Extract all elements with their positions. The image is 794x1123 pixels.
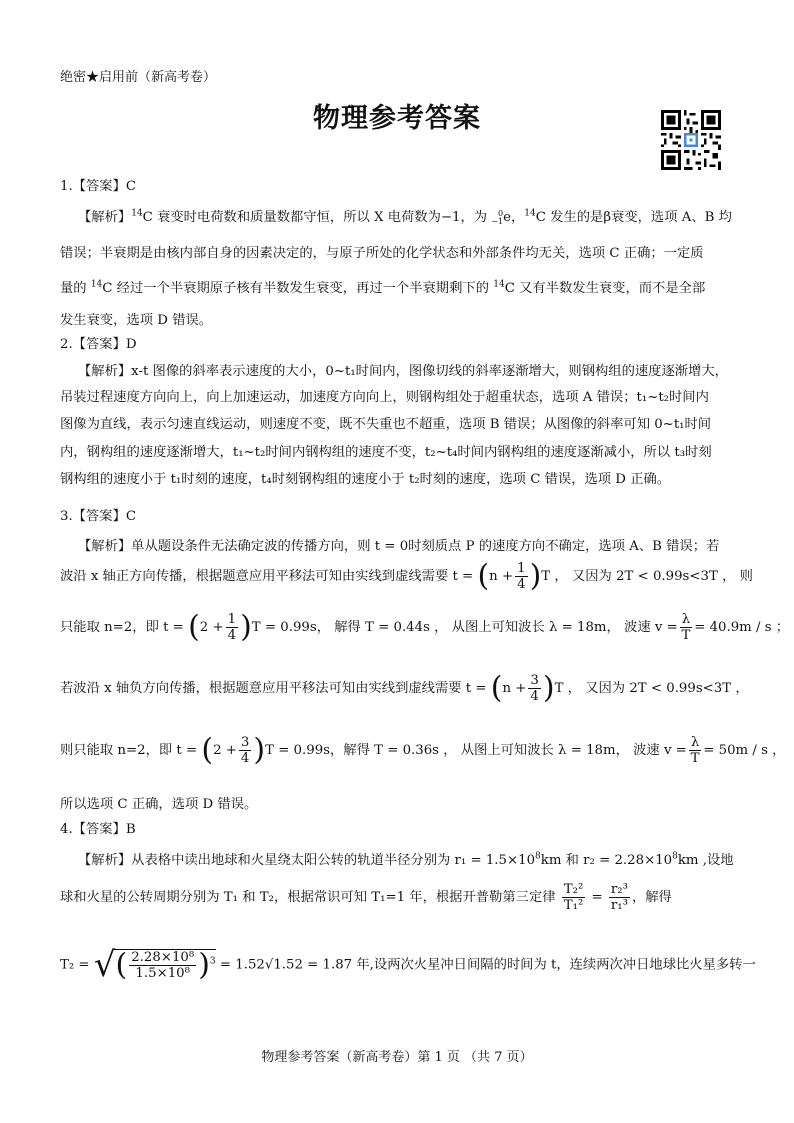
- q1-answer: 1.【答案】C: [60, 179, 137, 194]
- q2-explanation-line-1: 【解析】x-t 图像的斜率表示速度的大小，0~t₁时间内，图像切线的斜率逐渐增大，则钢构组的速度逐渐增大，: [78, 364, 728, 379]
- qr-code-icon: [661, 110, 721, 170]
- q4-explanation-line-2: 球和火星的公转周期分别为 T₁ 和 T₂，根据常识可知 T₁=1 年，根据开普勒第三定律 $\frac{\text{T₂²}}{\text{T₁²}}$ = $\frac{\text{r₂³}}{\text{r₁³}}$ ，解得: [60, 882, 672, 913]
- q3-explanation-line-4: 若波沿 x 轴负方向传播，根据题意应用平移法可知由实线到虚线需要 t = (n + $\frac{3}{4}$ )T ， 又因为 2T < 0.99s<3T ，: [60, 670, 749, 706]
- q4-explanation-line-1: 【解析】从表格中读出地球和火星绕太阳公转的轨道半径分别为 $r_1 = 1.5\times 10^8km$ 和 $r_2 = 2.28\times 10^8km$ ,设地: [78, 851, 734, 868]
- q3-explanation-line-6: 所以选项 C 正确，选项 D 错误。: [60, 797, 258, 812]
- confidential-label: 绝密★启用前（新高考卷）: [60, 70, 217, 85]
- q1-explanation-line-2: 错误；半衰期是由核内部自身的因素决定的，与原子所处的化学状态和外部条件均无关，选项 C 正确；一定质: [60, 246, 704, 261]
- q2-explanation-line-4: 内，钢构组的速度逐渐增大，t₁~t₂时间内钢构组的速度不变，t₂~t₄时间内钢构组的速度逐渐减小，所以 t₃时刻: [60, 445, 712, 460]
- q1-explanation-line-3: 量的 $^{14}$C 经过一个半衰期原子核有半数发生衰变，再过一个半衰期剩下的 $^{14}$C 又有半数发生衰变，而不是全部: [60, 279, 706, 296]
- page-title: 物理参考答案: [313, 103, 481, 134]
- page-footer: 物理参考答案（新高考卷）第 1 页 （共 7 页）: [261, 1050, 533, 1065]
- q4-explanation-line-3: T₂ = √( $\frac{\text{2.28×10⁸}}{\text{1.5×10⁸}}$ )$^3$ = 1.52√1.52 = 1.87 年,设两次火星冲日间隔的时间为 t，连续两次冲日地球比火星多转一: [60, 945, 756, 985]
- q1-explanation-line-4: 发生衰变，选项 D 错误。: [60, 313, 213, 328]
- q2-explanation-line-3: 图像为直线，表示匀速直线运动，则速度不变，既不失重也不超重，选项 B 错误；从图像的斜率可知 0~t₁时间: [60, 417, 712, 432]
- q2-explanation-line-2: 吊装过程速度方向向上，向上加速运动，加速度方向向上，则钢构组处于超重状态，选项 A 错误；t₁~t₂时间内: [60, 390, 709, 405]
- q3-explanation-line-5: 则只能取 n=2，即 t = (2 + $\frac{3}{4}$ )T = 0.99s，解得 T = 0.36s ， 从图上可知波长 λ = 18m， 波速 v = $\frac{\lambda}{T}$ = 50m / s ，: [60, 732, 786, 768]
- q3-answer: 3.【答案】C: [60, 509, 137, 524]
- square-root-expression: √( $\frac{\text{2.28×10⁸}}{\text{1.5×10⁸}}$ )$^3$: [93, 945, 216, 985]
- q3-explanation-line-1: 【解析】单从题设条件无法确定波的传播方向，则 t = 0时刻质点 P 的速度方向不确定，选项 A、B 错误；若: [78, 539, 720, 554]
- q3-explanation-line-2: 波沿 x 轴正方向传播，根据题意应用平移法可知由实线到虚线需要 t = (n + $\frac{1}{4}$ )T ， 又因为 2T < 0.99s<3T ， 则: [60, 558, 753, 594]
- q2-explanation-line-5: 钢构组的速度小于 t₁时刻的速度，t₄时刻钢构组的速度小于 t₂时刻的速度，选项 C 错误，选项 D 正确。: [60, 472, 671, 487]
- q4-answer: 4.【答案】B: [60, 822, 136, 837]
- q2-answer: 2.【答案】D: [60, 337, 137, 352]
- q3-explanation-line-3: 只能取 n=2，即 t = (2 + $\frac{1}{4}$ )T = 0.99s， 解得 T = 0.44s ， 从图上可知波长 λ = 18m， 波速 v = $\frac{\lambda}{T}$ = 40.9m / s ；: [60, 609, 790, 645]
- q1-explanation-line-1: 【解析】$^{14}$C 衰变时电荷数和质量数都守恒，所以 X 电荷数为−1，为 0 −1 e，$^{14}$C 发生的是β衰变，选项 A、B 均: [78, 208, 732, 226]
